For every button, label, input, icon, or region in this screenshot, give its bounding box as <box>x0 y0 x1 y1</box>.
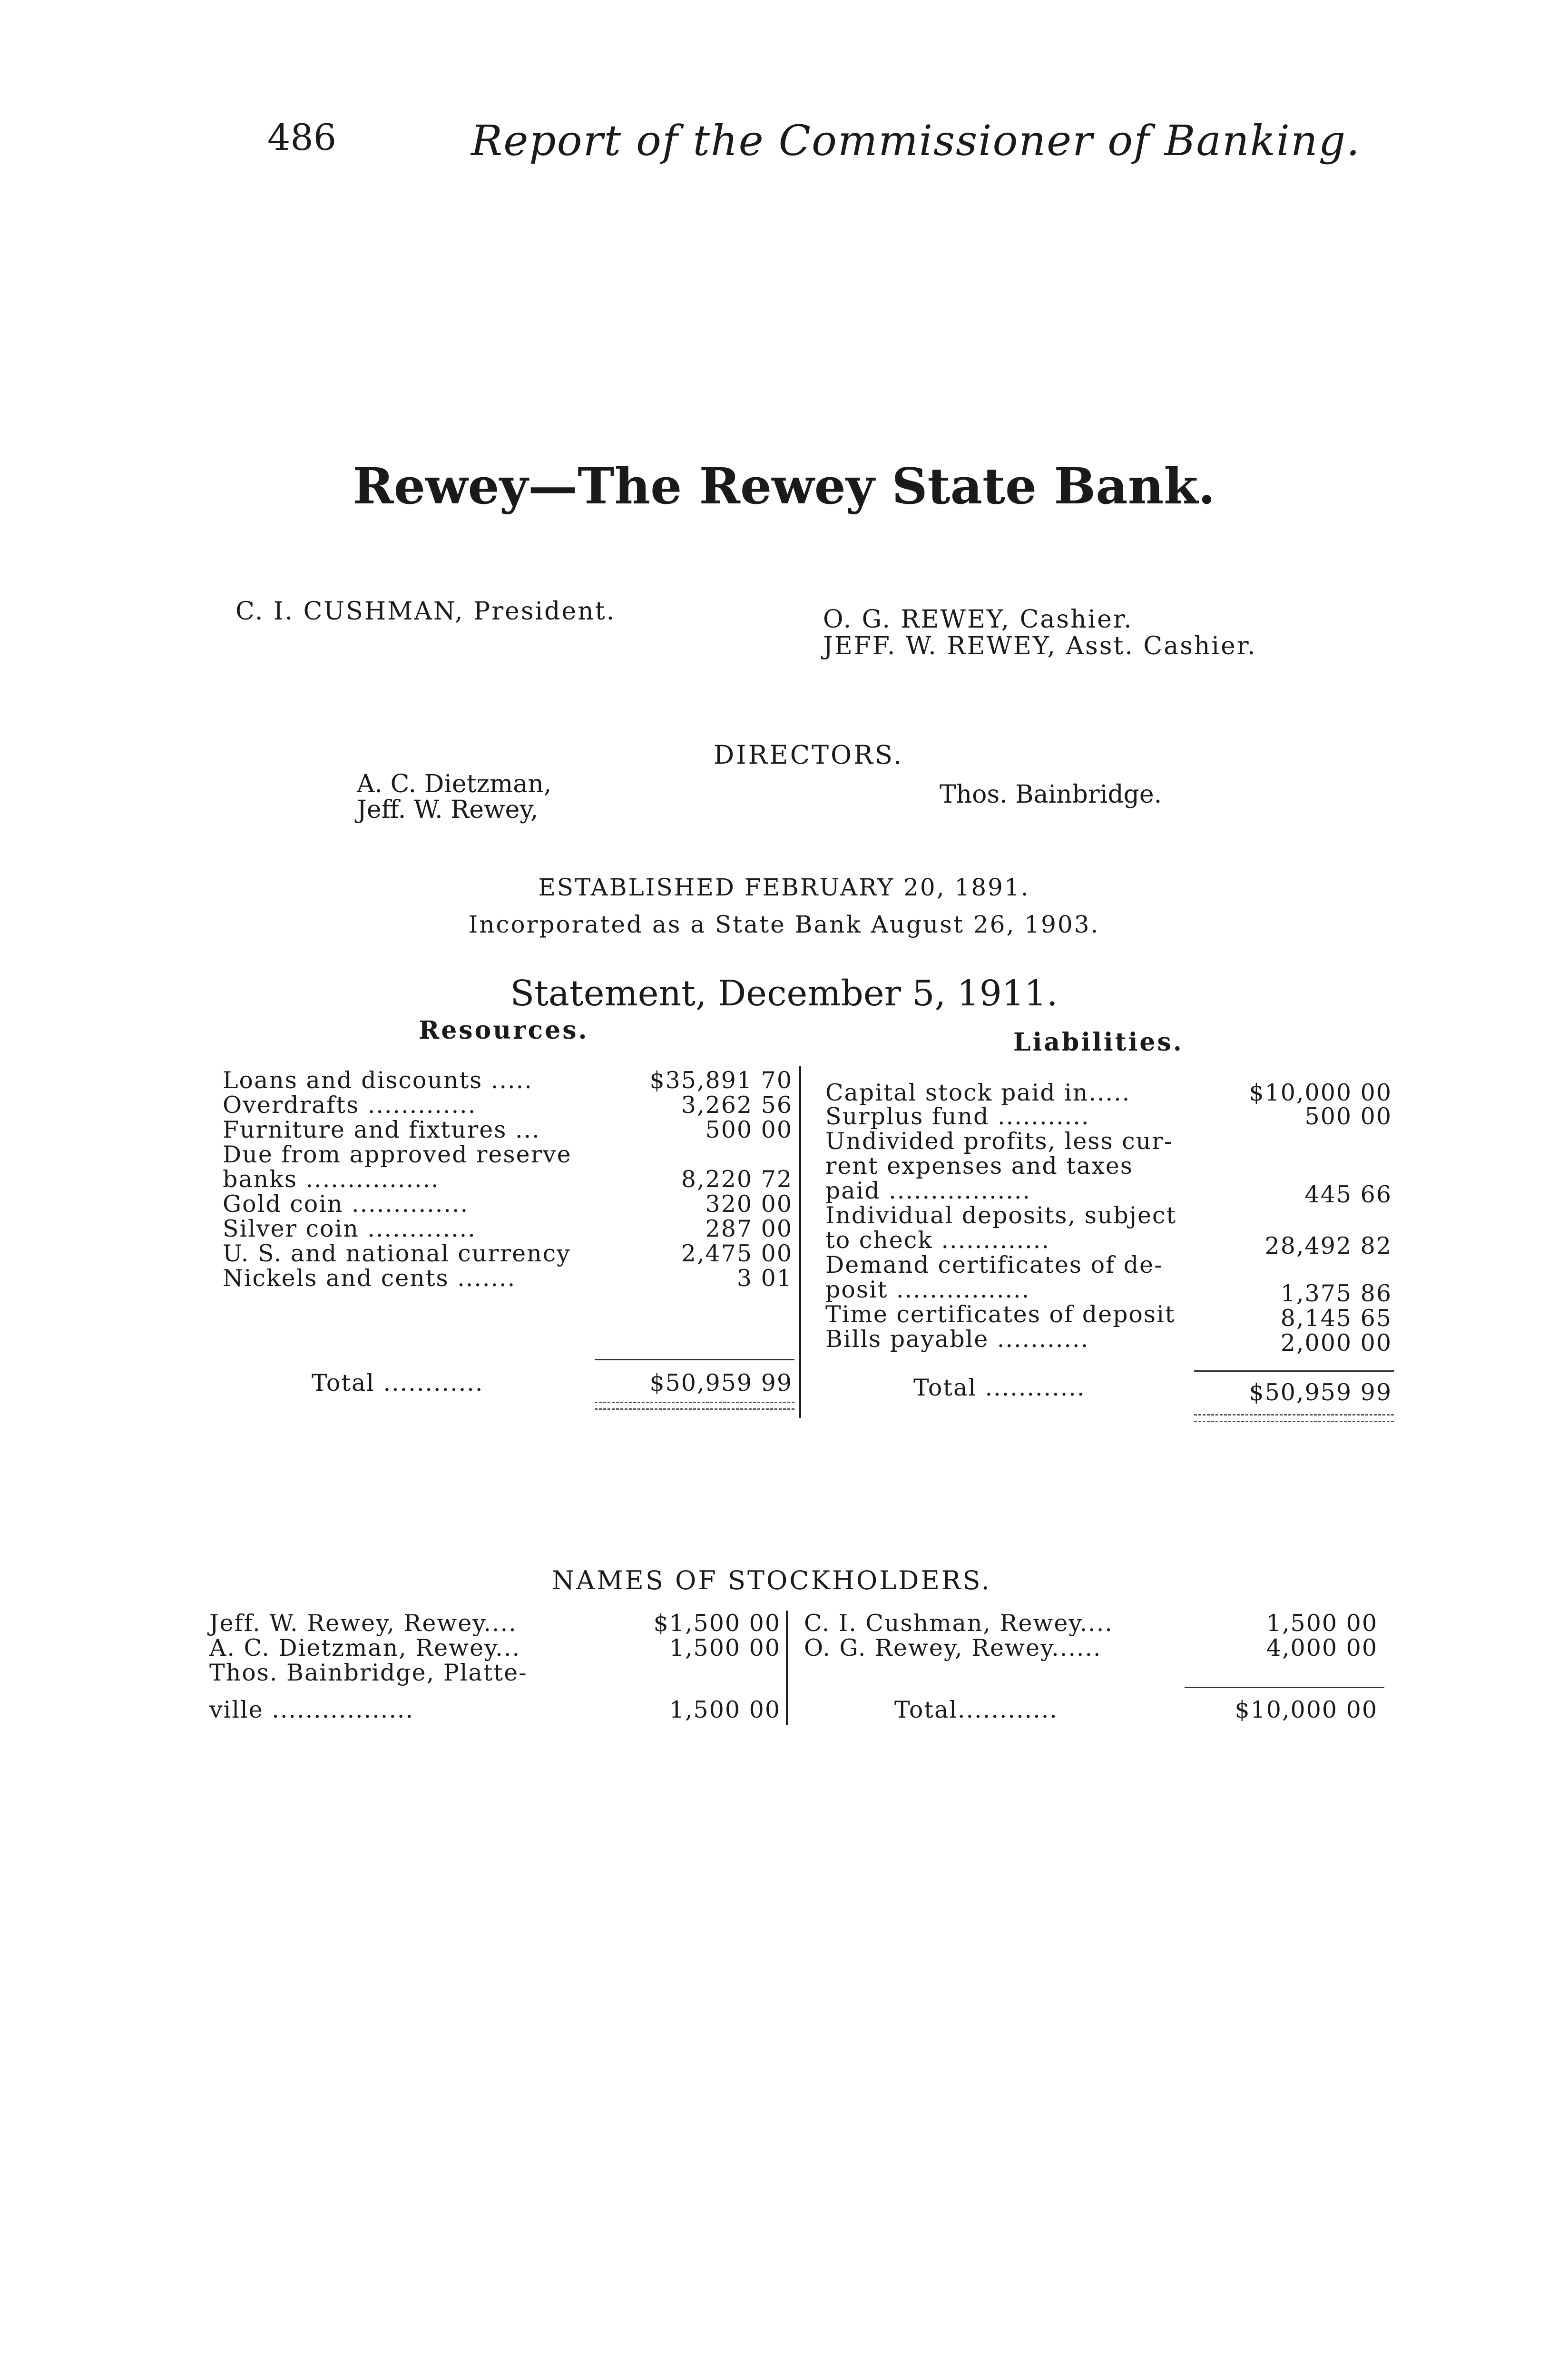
resource-amount: 8,220 72 <box>681 1166 793 1193</box>
resource-amount: 2,475 00 <box>681 1240 793 1267</box>
resources-double-rule <box>595 1402 794 1403</box>
stockholder-amount: 1,500 00 <box>1266 1610 1378 1637</box>
liability-label: Demand certificates of de- <box>825 1251 1163 1278</box>
stockholder-label: Jeff. W. Rewey, Rewey.... <box>209 1610 517 1637</box>
president: C. I. CUSHMAN, President. <box>235 597 616 626</box>
resource-label: U. S. and national currency <box>223 1240 571 1267</box>
director-left-1: A. C. Dietzman, <box>357 770 552 798</box>
resources-total-label: Total ............ <box>312 1369 484 1396</box>
stockholder-label: ville ................. <box>209 1696 414 1723</box>
director-left-2: Jeff. W. Rewey, <box>357 796 539 824</box>
liability-amount: 28,492 82 <box>1264 1232 1392 1259</box>
liability-amount: 500 00 <box>1304 1103 1392 1130</box>
liability-amount: 2,000 00 <box>1280 1329 1392 1357</box>
resources-total: $50,959 99 <box>649 1369 793 1396</box>
resource-label: Overdrafts ............. <box>223 1091 477 1119</box>
stockholder-amount: 1,500 00 <box>669 1634 781 1661</box>
resource-label: Due from approved reserve <box>223 1141 572 1168</box>
liabilities-double-rule <box>1194 1414 1394 1416</box>
resources-double-rule <box>595 1408 794 1410</box>
liability-label: posit ................ <box>825 1276 1030 1303</box>
liabilities-double-rule <box>1194 1421 1394 1422</box>
stockholder-amount: 4,000 00 <box>1266 1634 1378 1661</box>
resource-amount: 3 01 <box>736 1265 793 1292</box>
established-line: ESTABLISHED FEBRUARY 20, 1891. <box>538 874 1030 901</box>
stockholder-label: O. G. Rewey, Rewey...... <box>804 1634 1102 1661</box>
resource-label: Nickels and cents ....... <box>223 1265 516 1292</box>
page-number: 486 <box>267 116 337 158</box>
stockholder-amount: $1,500 00 <box>653 1610 781 1637</box>
running-title: Report of the Commissioner of Banking. <box>471 116 1361 165</box>
director-right: Thos. Bainbridge. <box>940 780 1162 809</box>
resource-amount: 500 00 <box>705 1116 793 1143</box>
liability-label: rent expenses and taxes <box>825 1152 1134 1180</box>
resource-label: Furniture and fixtures ... <box>223 1116 540 1143</box>
liabilities-heading: Liabilities. <box>1013 1028 1184 1057</box>
resource-label: Loans and discounts ..... <box>223 1067 533 1094</box>
liability-amount: $10,000 00 <box>1249 1079 1392 1106</box>
resource-amount: 3,262 56 <box>681 1091 793 1119</box>
liability-amount: 1,375 86 <box>1280 1280 1392 1307</box>
stockholder-label: Thos. Bainbridge, Platte- <box>209 1659 528 1686</box>
resource-label: banks ................ <box>223 1166 440 1193</box>
bank-title: Rewey—The Rewey State Bank. <box>353 457 1215 515</box>
resources-total-rule <box>595 1359 794 1360</box>
stockholder-label: A. C. Dietzman, Rewey... <box>209 1634 521 1661</box>
liability-label: Bills payable ........... <box>825 1326 1089 1353</box>
stockholders-divider <box>786 1611 788 1725</box>
liabilities-total-rule <box>1194 1370 1394 1372</box>
stockholders-total-label: Total............ <box>894 1696 1058 1723</box>
liability-label: Undivided profits, less cur- <box>825 1128 1173 1155</box>
resource-label: Silver coin ............. <box>223 1215 476 1242</box>
liabilities-total-label: Total ............ <box>913 1374 1086 1401</box>
statement-title: Statement, December 5, 1911. <box>510 973 1058 1014</box>
stockholder-amount: 1,500 00 <box>669 1696 781 1723</box>
liability-label: Individual deposits, subject <box>825 1202 1177 1229</box>
liability-label: to check ............. <box>825 1227 1050 1254</box>
resource-amount: 320 00 <box>705 1190 793 1218</box>
resources-heading: Resources. <box>419 1016 589 1045</box>
asst-cashier: JEFF. W. REWEY, Asst. Cashier. <box>823 632 1257 660</box>
stockholders-total-rule <box>1185 1687 1384 1688</box>
liability-label: Capital stock paid in..... <box>825 1079 1131 1106</box>
stockholders-heading: NAMES OF STOCKHOLDERS. <box>552 1565 991 1595</box>
incorporated-line: Incorporated as a State Bank August 26, 1903. <box>468 911 1100 938</box>
stockholders-total: $10,000 00 <box>1235 1696 1378 1723</box>
resource-amount: $35,891 70 <box>649 1067 793 1094</box>
resource-label: Gold coin .............. <box>223 1190 469 1218</box>
liability-label: Surplus fund ........... <box>825 1103 1090 1130</box>
liability-amount: 8,145 65 <box>1280 1305 1392 1332</box>
directors-heading: DIRECTORS. <box>714 740 904 770</box>
liability-amount: 445 66 <box>1304 1181 1392 1208</box>
resource-amount: 287 00 <box>705 1215 793 1242</box>
cashier: O. G. REWEY, Cashier. <box>823 605 1133 634</box>
liability-label: paid ................. <box>825 1177 1031 1204</box>
column-divider <box>799 1066 801 1418</box>
liability-label: Time certificates of deposit <box>825 1301 1176 1328</box>
liabilities-total: $50,959 99 <box>1249 1379 1392 1406</box>
stockholder-label: C. I. Cushman, Rewey.... <box>804 1610 1113 1637</box>
